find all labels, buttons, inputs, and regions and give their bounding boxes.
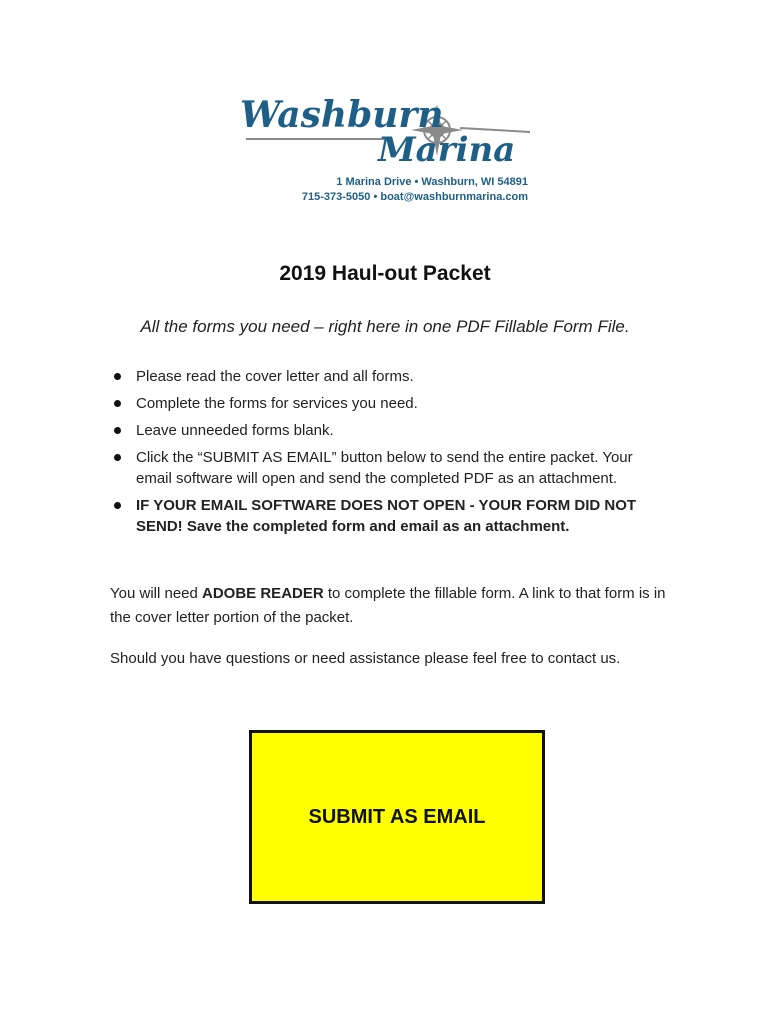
logo-address: 1 Marina Drive • Washburn, WI 54891 [336, 176, 528, 188]
list-item [108, 393, 668, 414]
submit-button-label: SUBMIT AS EMAIL [308, 805, 486, 828]
logo-contact: 715-373-5050 • boat@washburnmarina.com [301, 191, 528, 203]
bullet-icon [114, 427, 121, 434]
list-item-text: Complete the forms for services you need. [136, 395, 418, 412]
para-text: You will need [110, 585, 203, 602]
bullet-icon [114, 400, 121, 407]
logo-word-washburn: Washburn [240, 94, 444, 136]
page-title: 2019 Haul-out Packet [279, 262, 491, 285]
bullet-icon [114, 502, 121, 509]
list-item-text: IF YOUR EMAIL SOFTWARE DOES NOT OPEN - YOUR FORM DID NOT SEND! Save the completed form and email as an attachment. [136, 497, 637, 535]
list-item-text: Please read the cover letter and all forms. [136, 368, 414, 385]
list-item [108, 366, 668, 387]
washburn-marina-logo [238, 92, 538, 212]
bullet-icon [114, 454, 121, 461]
list-item-warning [108, 495, 668, 537]
page-subtitle: All the forms you need – right here in one PDF Fillable Form File. [140, 317, 630, 336]
para-text: to complete the fillable form. A link to that form is in the cover letter portion of the packet. [110, 585, 666, 626]
list-item-text: Click the “SUBMIT AS EMAIL” button below to send the entire packet. Your email software will open and send the completed PDF as an attachment. [136, 449, 633, 487]
bullet-icon [114, 373, 121, 380]
instruction-list [108, 366, 668, 543]
contact-paragraph: Should you have questions or need assistance please feel free to contact us. [110, 650, 621, 667]
adobe-reader-paragraph [110, 582, 670, 630]
logo-word-marina: Marina [378, 130, 516, 170]
submit-as-email-button[interactable] [249, 730, 545, 904]
list-item-text: Leave unneeded forms blank. [136, 422, 334, 439]
list-item [108, 420, 668, 441]
list-item [108, 447, 668, 489]
adobe-reader-emphasis: ADOBE READER [202, 585, 324, 602]
